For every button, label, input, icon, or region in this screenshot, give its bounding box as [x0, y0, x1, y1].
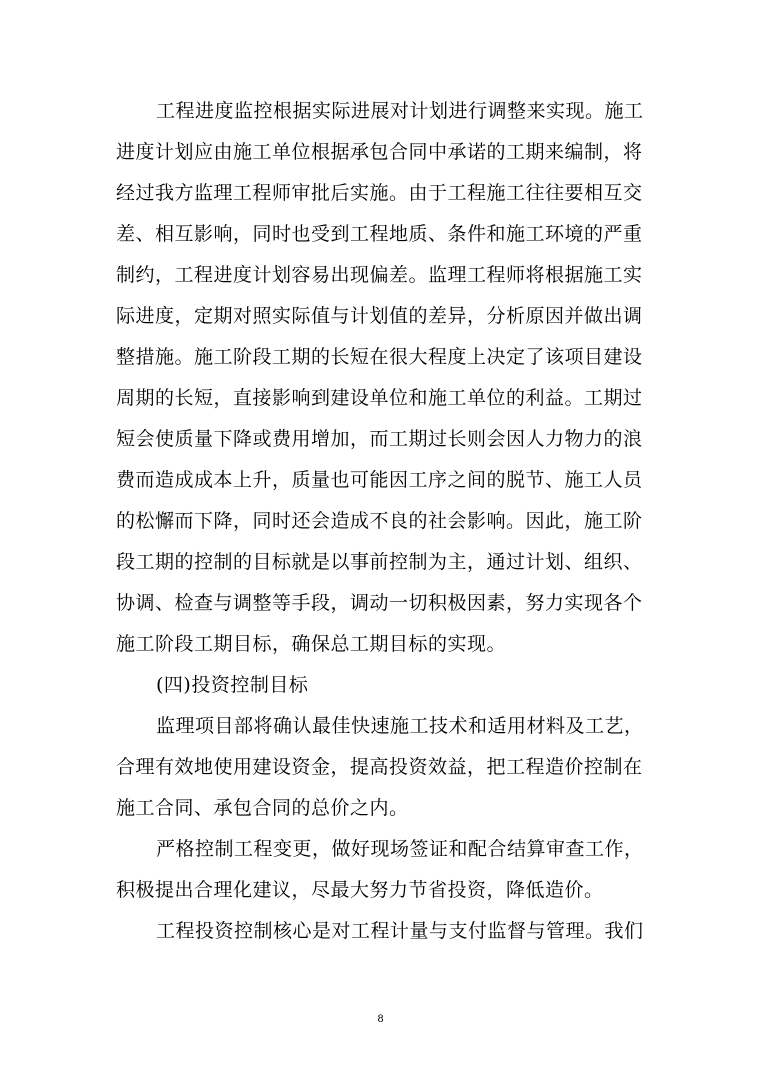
text-line: 进度计划应由施工单位根据承包合同中承诺的工期来编制，将 — [116, 141, 643, 163]
text-line: 的松懈而下降，同时还会造成不良的社会影响。因此，施工阶 — [116, 510, 643, 532]
text-line: 协调、检查与调整等手段，调动一切积极因素，努力实现各个 — [116, 592, 643, 614]
text-line: 制约，工程进度计划容易出现偏差。监理工程师将根据施工实 — [116, 264, 643, 286]
text-line: 施工阶段工期目标，确保总工期目标的实现。 — [116, 633, 507, 655]
text-line: 经过我方监理工程师审批后实施。由于工程施工往往要相互交 — [116, 182, 643, 204]
text-line: 费而造成成本上升，质量也可能因工序之间的脱节、施工人员 — [116, 469, 643, 491]
text-line: 际进度，定期对照实际值与计划值的差异，分析原因并做出调 — [116, 305, 643, 327]
text-line: 差、相互影响，同时也受到工程地质、条件和施工环境的严重 — [116, 223, 643, 245]
text-line: 周期的长短，直接影响到建设单位和施工单位的利益。工期过 — [116, 387, 643, 409]
text-line: 工程投资控制核心是对工程计量与支付监督与管理。我们 — [156, 920, 644, 942]
section-heading: (四)投资控制目标 — [156, 674, 309, 696]
page-number: 8 — [377, 1014, 384, 1025]
text-line: 施工合同、承包合同的总价之内。 — [116, 797, 409, 819]
text-line: 段工期的控制的目标就是以事前控制为主，通过计划、组织、 — [116, 551, 643, 573]
text-line: 短会使质量下降或费用增加，而工期过长则会因人力物力的浪 — [116, 428, 643, 450]
body-text — [116, 91, 644, 952]
text-line: 合理有效地使用建设资金，提高投资效益，把工程造价控制在 — [116, 756, 643, 778]
text-line: 积极提出合理化建议，尽最大努力节省投资，降低造价。 — [116, 879, 604, 901]
text-line: 严格控制工程变更，做好现场签证和配合结算审查工作， — [156, 838, 644, 860]
text-line: 工程进度监控根据实际进展对计划进行调整来实现。施工 — [156, 100, 644, 122]
text-line: 整措施。施工阶段工期的长短在很大程度上决定了该项目建设 — [116, 346, 643, 368]
text-line: 监理项目部将确认最佳快速施工技术和适用材料及工艺， — [156, 715, 644, 737]
